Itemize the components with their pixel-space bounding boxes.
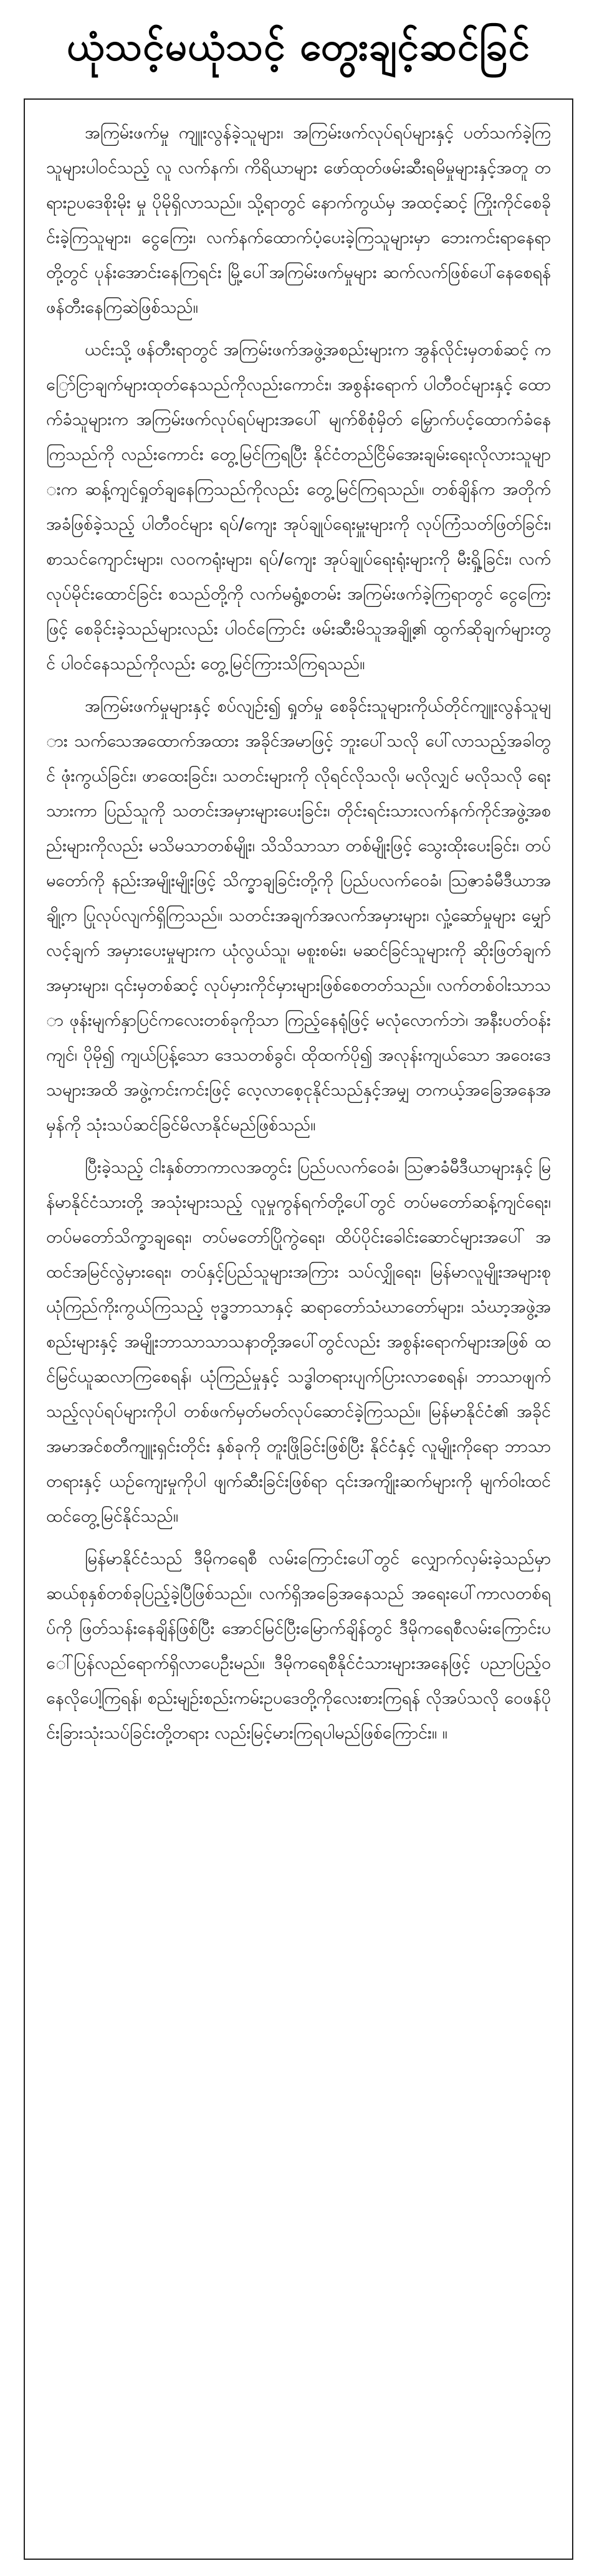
article-paragraph-4: ပြီးခဲ့သည့် ငါးနှစ်တာကာလအတွင်း ပြည်ပလက်ဝေခံ၊ သြဇာခံမီဒီယာများနှင့် မြန်မာနိုင်ငံသားတို့ အသုံးများသည့် လူမှုကွန်ရက်တို့ပေါ်တွင် တပ်မတော်ဆန့်ကျင်ရေး၊ တပ်မတော်သိက္ခာချရေး၊ တပ်မတော်ပြိုကွဲရေး၊ ထိပ်ပိုင်းခေါင်းဆောင်များအပေါ် အထင်အမြင်လွဲမှားရေး၊ တပ်နှင့်ပြည်သူများအကြား သပ်လျှိုရေး၊ မြန်မာလူမျိုးအများစု ယုံကြည်ကိုးကွယ်ကြသည့် ဗုဒ္ဓဘာသာနှင့် ဆရာတော်သံဃာတော်များ၊ သံဃာ့အဖွဲ့အစည်းများနှင့် အမျိုးဘာသာသာသနာတို့အပေါ်တွင်လည်း အစွန်းရောက်များအဖြစ် ထင်မြင်ယူဆလာကြစေရန်၊ ယုံကြည်မှုနှင့် သဒ္ဓါတရားပျက်ပြားလာစေရန်၊ ဘာသာဖျက်သည့်လုပ်ရပ်များကိုပါ တစ်ဖက်မှတ်မတ်လုပ်ဆောင်ခဲ့ကြသည်။ မြန်မာနိုင်ငံ၏ အခိုင်အမာအင်စတီကျူးရှင်းတိုင်း နှစ်ခုကို တူးဖြိုခြင်းဖြစ်ပြီး နိုင်ငံနှင့် လူမျိုးကိုရော ဘာသာတရားနှင့် ယဉ်ကျေးမှုကိုပါ ဖျက်ဆီးခြင်းဖြစ်ရာ ၎င်းအကျိုးဆက်များကို မျက်ဝါးထင်ထင်တွေ့မြင်နိုင်သည်။ bbox=[46, 1158, 551, 1526]
article-title: ယုံသင့်မယုံသင့် တွေးချင့်ဆင်ခြင် bbox=[67, 24, 530, 69]
article-paragraph-2: ယင်းသို့ ဖန်တီးရာတွင် အကြမ်းဖက်အဖွဲ့အစည်းများက အွန်လိုင်းမှတစ်ဆင့် ကြော်ငြာချက်များထုတ်နေသည်ကိုလည်းကောင်း၊ အစွန်းရောက် ပါတီဝင်များနှင့် ထောက်ခံသူများက အကြမ်းဖက်လုပ်ရပ်များအပေါ် မျက်စိစုံမှိတ် မြှောက်ပင့်ထောက်ခံနေကြသည်ကို လည်းကောင်း တွေ့မြင်ကြရပြီး နိုင်ငံတည်ငြိမ်အေးချမ်းရေးလိုလားသူများက ဆန့်ကျင်ရှုတ်ချနေကြသည်ကိုလည်း တွေ့မြင်ကြရသည်။ တစ်ချိန်က အတိုက်အခံဖြစ်ခဲ့သည့် ပါတီဝင်များ ရပ်/ကျေး အုပ်ချုပ်ရေးမှူးများကို လုပ်ကြံသတ်ဖြတ်ခြင်း၊ စာသင်ကျောင်းများ၊ လဝကရုံးများ၊ ရပ်/ကျေး အုပ်ချုပ်ရေးရုံးများကို မီးရှို့ခြင်း၊ လက်လုပ်မိုင်းထောင်ခြင်း စသည်တို့ကို လက်မရွံ့စတမ်း အကြမ်းဖက်ခဲ့ကြရာတွင် ငွေကြေးဖြင့် စေခိုင်းခဲ့သည်များလည်း ပါဝင်ကြောင်း ဖမ်းဆီးမိသူအချို့၏ ထွက်ဆိုချက်များတွင် ပါဝင်နေသည်ကိုလည်း တွေ့မြင်ကြားသိကြရသည်။ bbox=[46, 340, 551, 674]
article-paragraph-1: အကြမ်းဖက်မှု ကျူးလွန်ခဲ့သူများ၊ အကြမ်းဖက်လုပ်ရပ်များနှင့် ပတ်သက်ခဲ့ကြသူများပါဝင်သည့် လူ လက်နက်၊ ကိရိယာများ ဖော်ထုတ်ဖမ်းဆီးရမိမှုများနှင့်အတူ တရားဥပဒေစိုးမိုး မှု ပိုမိုရှိလာသည်။ သို့ရာတွင် နောက်ကွယ်မှ အထင့်ဆင့် ကြိုးကိုင်စေခိုင်းခဲ့ကြသူများ၊ ငွေကြေး၊ လက်နက်ထောက်ပံ့ပေးခဲ့ကြသူများမှာ ဘေးကင်းရာနေရာတို့တွင် ပုန်းအောင်းနေကြရင်း မြို့ပေါ်အကြမ်းဖက်မှုများ ဆက်လက်ဖြစ်ပေါ်နေစေရန် ဖန်တီးနေကြဆဲဖြစ်သည်။ bbox=[46, 123, 551, 317]
article-paragraph-3: အကြမ်းဖက်မှုများနှင့် စပ်လျဉ်း၍ ရှုတ်မှု စေခိုင်းသူများကိုယ်တိုင်ကျူးလွန်သူများ သက်သေအထောက်အထား အခိုင်အမာဖြင့် ဘူးပေါ်သလို ပေါ်လာသည့်အခါတွင် ဖုံးကွယ်ခြင်း၊ ဖာထေးခြင်း၊ သတင်းများကို လိုရင်လိုသလို၊ မလိုလျှင် မလိုသလို ရေးသားကာ ပြည်သူကို သတင်းအမှားများပေးခြင်း၊ တိုင်းရင်းသားလက်နက်ကိုင်အဖွဲ့အစည်းများကိုလည်း မသိမသာတစ်မျိုး၊ သိသိသာသာ တစ်မျိုးဖြင့် သွေးထိုးပေးခြင်း၊ တပ်မတော်ကို နည်းအမျိုးမျိုးဖြင့် သိက္ခာချခြင်းတို့ကို ပြည်ပလက်ဝေခံ၊ သြဇာခံမီဒီယာအချို့က ပြုလုပ်လျက်ရှိကြသည်။ သတင်းအချက်အလက်အမှားများ၊ လှုံ့ဆော်မှုများ မျှော်လင့်ချက် အမှားပေးမှုများက ယုံလွယ်သူ၊ မစူးစမ်း၊ မဆင်ခြင်သူများကို ဆိုးဖြတ်ချက်အမှားများ၊ ၎င်းမှတစ်ဆင့် လုပ်မှားကိုင်မှားများဖြစ်စေတတ်သည်။ လက်တစ်ဝါးသာသာ ဖုန်းမျက်နှာပြင်ကလေးတစ်ခုကိုသာ ကြည့်နေရုံဖြင့် မလုံလောက်ဘဲ၊ အနီးပတ်ဝန်းကျင်၊ ပိုမို၍ ကျယ်ပြန့်သော ဒေသတစ်ခွင်၊ ထိုထက်ပို၍ အလုန်းကျယ်သော အဝေးဒေသများအထိ အဖွဲ့ကင်းကင်းဖြင့် လေ့လာစေ့ငုနိုင်သည်နှင့်အမျှ တကယ့်အခြေအနေအမှန်ကို သုံးသပ်ဆင်ခြင်မိလာနိုင်မည်ဖြစ်သည်။ bbox=[46, 697, 551, 1135]
article-body-box bbox=[24, 98, 573, 2560]
article-paragraph-5: မြန်မာနိုင်ငံသည် ဒီမိုကရေစီ လမ်းကြောင်းပေါ်တွင် လျှောက်လှမ်းခဲ့သည်မှာ ဆယ်စုနှစ်တစ်ခုပြည့်ခဲ့ပြီဖြစ်သည်။ လက်ရှိအခြေအနေသည် အရေးပေါ်ကာလတစ်ရပ်ကို ဖြတ်သန်းနေချိန်ဖြစ်ပြီး အောင်မြင်ပြီးမြောက်ချိန်တွင် ဒီမိုကရေစီလမ်းကြောင်းပေါ်ပြန်လည်ရောက်ရှိလာပေဦးမည်။ ဒီမိုကရေစီနိုင်ငံသားများအနေဖြင့် ပညာပြည့်ဝနေလိုပေါ့ကြရန်၊ စည်းမျဉ်းစည်းကမ်းဥပဒေတို့ကိုလေးစားကြရန် လိုအပ်သလို ဝေဖန်ပိုင်းခြားသုံးသပ်ခြင်းတို့တရား လည်းမြင့်မားကြရပါမည်ဖြစ်ကြောင်း။ ။ bbox=[46, 1549, 551, 1743]
header bbox=[0, 0, 597, 93]
